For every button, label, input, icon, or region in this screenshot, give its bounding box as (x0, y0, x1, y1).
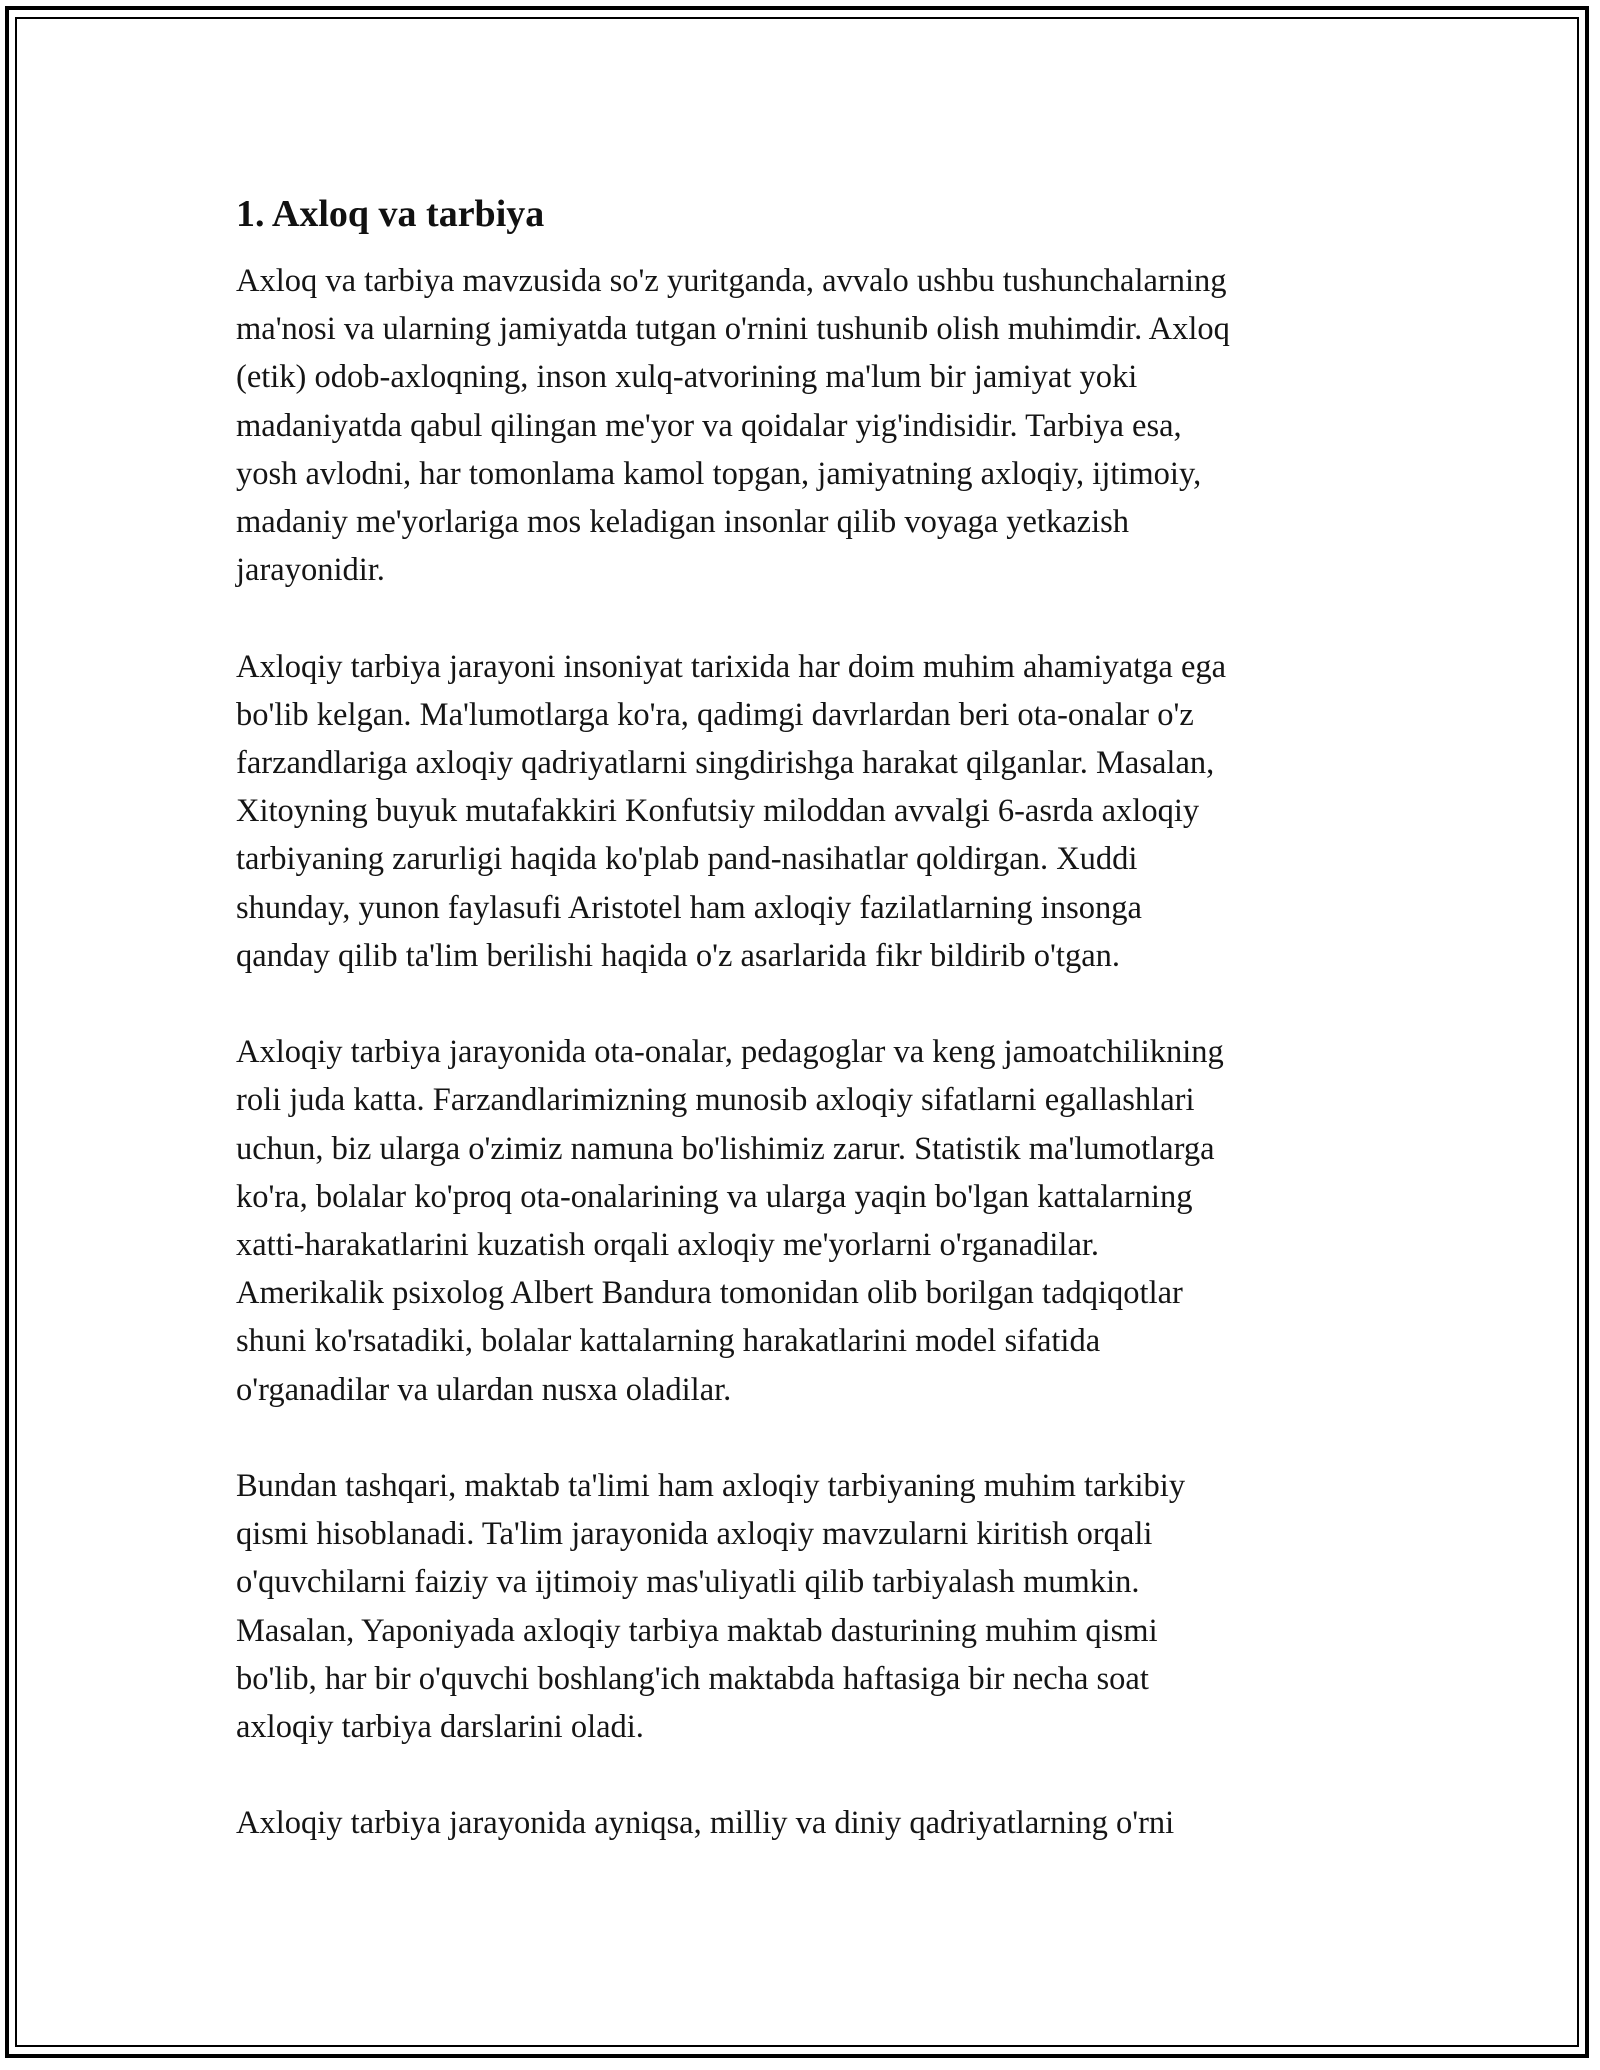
text-line: farzandlariga axloqiy qadriyatlarni singdirishga harakat qilganlar. Masalan, (236, 745, 1215, 782)
text-line: axloqiy tarbiya darslarini oladi. (236, 1709, 644, 1746)
text-line: roli juda katta. Farzandlarimizning munosib axloqiy sifatlarni egallashlari (236, 1082, 1195, 1119)
text-line: (etik) odob-axloqning, inson xulq-atvorining ma'lum bir jamiyat yoki (236, 359, 1138, 396)
text-line: ko'ra, bolalar ko'proq ota-onalarining va ularga yaqin bo'lgan kattalarning (236, 1178, 1193, 1215)
text-line: tarbiyaning zarurligi haqida ko'plab pand-nasihatlar qoldirgan. Xuddi (236, 841, 1138, 878)
text-line: ma'nosi va ularning jamiyatda tutgan o'rnini tushunib olish muhimdir. Axloq (236, 311, 1230, 348)
text-line: madaniyatda qabul qilingan me'yor va qoidalar yig'indisidir. Tarbiya esa, (236, 407, 1182, 444)
paragraph (236, 257, 1376, 594)
paragraph (236, 1028, 1376, 1414)
text-line: qanday qilib ta'lim berilishi haqida o'z asarlarida fikr bildirib o'tgan. (236, 937, 1120, 974)
text-line: Axloqiy tarbiya jarayoni insoniyat tarixida har doim muhim ahamiyatga ega (236, 648, 1227, 685)
paragraph (236, 643, 1376, 980)
text-line: xatti-harakatlarini kuzatish orqali axloqiy me'yorlarni o'rganadilar. (236, 1227, 1100, 1264)
document-body (236, 184, 1376, 1896)
text-line: shunday, yunon faylasufi Aristotel ham axloqiy fazilatlarning insonga (236, 889, 1142, 926)
text-line: bo'lib kelgan. Ma'lumotlarga ko'ra, qadimgi davrlardan beri ota-onalar o'z (236, 696, 1194, 733)
section-heading: 1. Axloq va tarbiya (236, 193, 545, 235)
text-line: Bundan tashqari, maktab ta'limi ham axloqiy tarbiyaning muhim tarkibiy (236, 1468, 1186, 1505)
text-line: Axloqiy tarbiya jarayonida ota-onalar, pedagoglar va keng jamoatchilikning (236, 1034, 1224, 1071)
text-line: Masalan, Yaponiyada axloqiy tarbiya maktab dasturining muhim qismi (236, 1612, 1158, 1649)
text-line: madaniy me'yorlariga mos keladigan insonlar qilib voyaga yetkazish (236, 504, 1130, 541)
text-line: Axloq va tarbiya mavzusida so'z yuritganda, avvalo ushbu tushunchalarning (236, 263, 1227, 299)
text-line: jarayonidir. (236, 552, 385, 589)
paragraph-container (236, 257, 1376, 1848)
text-line: Axloqiy tarbiya jarayonida ayniqsa, milliy va diniy qadriyatlarning o'rni (236, 1805, 1175, 1842)
text-line: uchun, biz ularga o'zimiz namuna bo'lishimiz zarur. Statistik ma'lumotlarga (236, 1130, 1215, 1167)
text-line: qismi hisoblanadi. Ta'lim jarayonida axloqiy mavzularni kiritish orqali (236, 1516, 1153, 1553)
text-line: o'quvchilarni faiziy va ijtimoiy mas'uliyatli qilib tarbiyalash mumkin. (236, 1564, 1140, 1601)
paragraph (236, 1462, 1376, 1751)
text-line: Xitoyning buyuk mutafakkiri Konfutsiy miloddan avvalgi 6-asrda axloqiy (236, 793, 1200, 830)
text-line: shuni ko'rsatadiki, bolalar kattalarning harakatlarini model sifatida (236, 1323, 1101, 1360)
paragraph (236, 1799, 1376, 1847)
text-line: yosh avlodni, har tomonlama kamol topgan, jamiyatning axloqiy, ijtimoiy, (236, 455, 1202, 492)
text-line: Amerikalik psixolog Albert Bandura tomonidan olib borilgan tadqiqotlar (236, 1275, 1183, 1312)
text-line: o'rganadilar va ulardan nusxa oladilar. (236, 1371, 732, 1408)
text-line: bo'lib, har bir o'quvchi boshlang'ich maktabda haftasiga bir necha soat (236, 1660, 1149, 1697)
